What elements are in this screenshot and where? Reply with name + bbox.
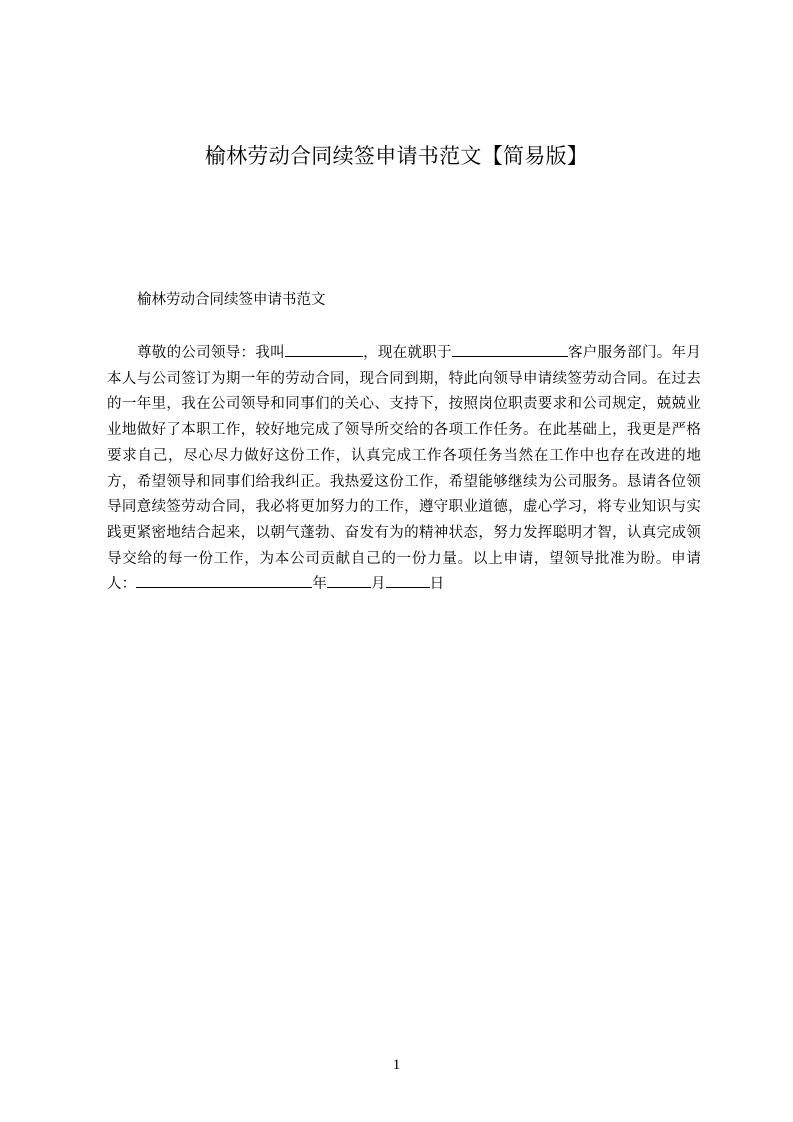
month-blank: [327, 573, 371, 588]
year-label: 年: [312, 576, 327, 593]
application-body: [107, 341, 701, 598]
day-blank: [386, 573, 430, 588]
document-title: 榆林劳动合同续签申请书范文【简易版】: [204, 144, 589, 168]
greeting-text: 尊敬的公司领导：我叫: [137, 345, 285, 361]
department-blank: [452, 342, 568, 357]
application-text: 客户服务部门。年月本人与公司签订为期一年的劳动合同，现合同到期，特此向领导申请续签劳动合同。在过去的一年里，我在公司领导和同事们的关心、支持下，按照岗位职责要求和公司规定，兢兢业业地做好了本职工作，较好地完成了领导所交给的各项工作任务。在此基础上，我更是严格要求自己，尽心尽力做好这份工作，认真完成工作各项任务当然在工作中也存在改进的地方，希望领导和同事们给我纠正。我热爱这份工作，希望能够继续为公司服务。恳请各位领导同意续签劳动合同，我必将更加努力的工作，遵守职业道德，虚心学习，将专业知识与实践更紧密地结合起来，以朝气蓬勃、奋发有为的精神状态，努力发挥聪明才智，认真完成领导交给的每一份工作，为本公司贡献自己的一份力量。以上申请，望领导批准为盼。申请人：: [107, 345, 701, 593]
name-blank: [285, 342, 363, 357]
month-label: 月: [370, 576, 386, 593]
employment-text: ，现在就职于: [362, 345, 452, 361]
body-paragraph: [107, 341, 701, 598]
day-label: 日: [429, 576, 445, 593]
document-subtitle: 榆林劳动合同续签申请书范文: [137, 292, 326, 308]
applicant-signature-blank: [136, 573, 312, 588]
page-number: 1: [392, 1057, 401, 1073]
